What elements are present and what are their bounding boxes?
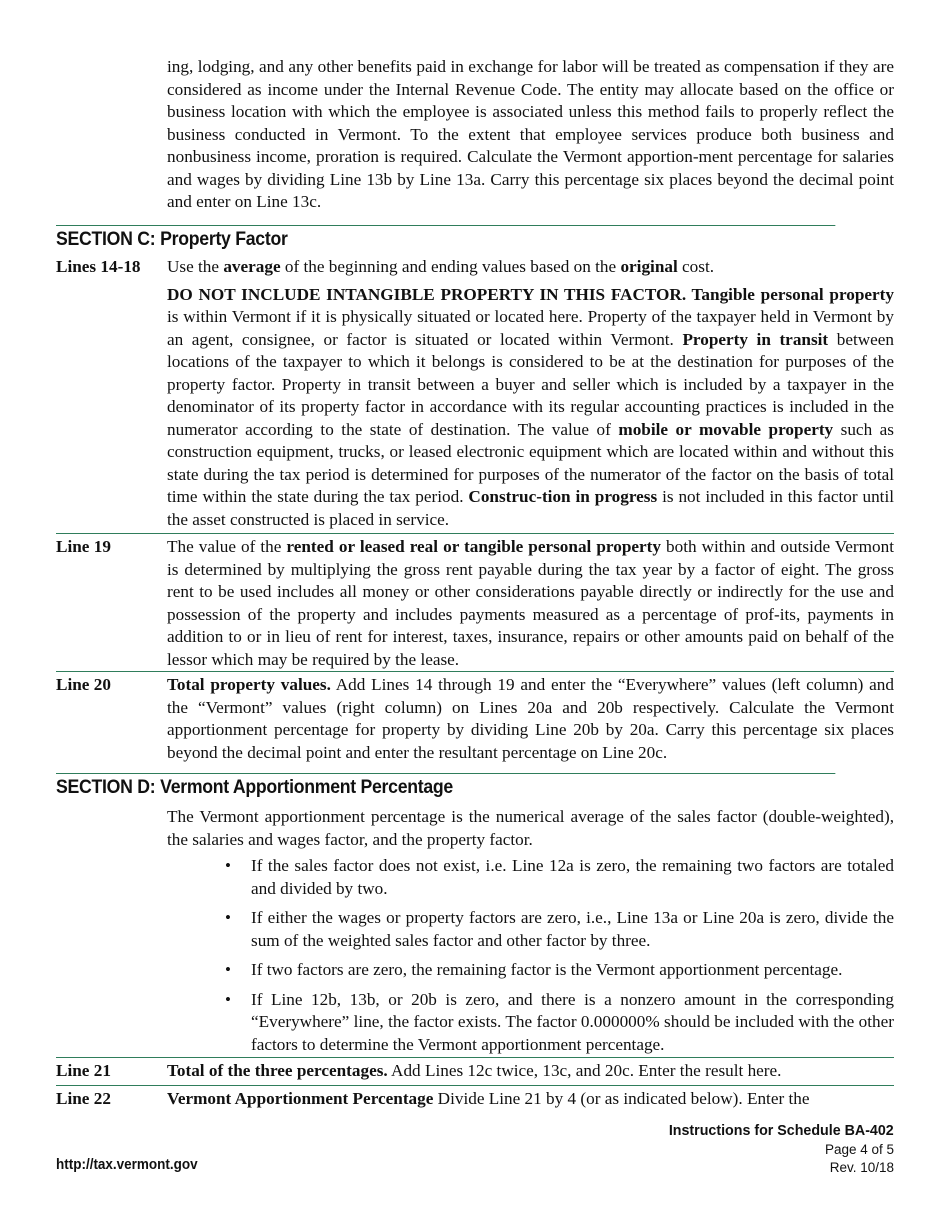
lines-14-18-label: Lines 14-18	[56, 257, 141, 276]
bullet-icon: •	[225, 989, 231, 1009]
lines-14-18-row	[56, 256, 894, 531]
bullet-text: If Line 12b, 13b, or 20b is zero, and there is a nonzero amount in the corresponding “Everywhere” line, the factor exists. The factor 0.000000% should be included with the other factors to determine the Vermont apportionment percentage.	[251, 989, 894, 1054]
intro-paragraph: ing, lodging, and any other benefits paid in exchange for labor will be treated as compensation if they are considered as income under the Internal Revenue Code. The entity may allocate based on the office or business location with which the employee is associated unless this method fails to properly reflect the business conducted in Vermont. To the extent that employee services produce both business and nonbusiness income, proration is required. Calculate the Vermont apportion-ment percentage for salaries and wages by dividing Line 13b by Line 13a. Carry this percentage six places beyond the decimal point and enter on Line 13c.	[167, 57, 894, 211]
bullet-item	[167, 959, 894, 982]
text-segment: between locations of the taxpayer to which it belongs is considered to be at the destination for purposes of the property factor. Property in transit between a buyer and seller which is included by a taxpayer in the denominator of its property factor in accordance with its regular accounting practices is included in the numerator according to the state of destination. The value of	[167, 329, 894, 439]
lines-14-18-text-2	[167, 284, 894, 532]
footer-info	[657, 1121, 894, 1177]
footer-revision: Rev. 10/18	[829, 1160, 894, 1175]
apportionment-bullet-list	[167, 855, 894, 1056]
text-segment: is not included in this factor until the asset constructed is placed in service.	[167, 487, 895, 529]
section-d-heading	[56, 773, 835, 805]
footer-url-link[interactable]: http://tax.vermont.gov	[56, 1157, 198, 1173]
text-segment: mobile or movable property	[618, 419, 834, 439]
bullet-item	[167, 907, 894, 952]
line-19-label: Line 19	[56, 537, 111, 556]
text-segment: The value of the	[167, 537, 287, 556]
text-segment: original	[620, 257, 678, 276]
text-segment: average	[223, 257, 281, 276]
line-20-label: Line 20	[56, 675, 111, 694]
footer-page-number: Page 4 of 5	[824, 1142, 894, 1157]
footer-doc-title: Instructions for Schedule BA-402	[669, 1122, 894, 1139]
line-21-text	[167, 1060, 894, 1083]
line-21-row	[56, 1057, 894, 1083]
section-d-intro: The Vermont apportionment percentage is the numerical average of the sales factor (double-weighted), the salaries and wages factor, and the property factor.	[167, 807, 894, 849]
line-22-label: Line 22	[56, 1089, 111, 1108]
section-d-title: Vermont Apportionment Percentage	[160, 777, 453, 798]
text-segment: such as construction equipment, trucks, or leased electronic equipment which are located within and without this state during the tax period is determined for purposes of the numerator of the factor on the basis of total time within the state during the tax period.	[167, 419, 894, 506]
section-d-body	[56, 806, 894, 1063]
bullet-icon: •	[225, 908, 231, 927]
bullet-item	[167, 989, 894, 1057]
line-20-text	[167, 674, 894, 764]
text-segment: Divide Line 21 by 4 (or as indicated below). Enter the	[433, 1089, 810, 1108]
lines-14-18-text-1	[167, 256, 894, 279]
line-22-text	[167, 1088, 894, 1111]
text-segment: Use the	[167, 257, 224, 276]
line-19-text	[167, 536, 894, 671]
bullet-icon: •	[225, 856, 231, 875]
text-segment: Add Lines 12c twice, 13c, and 20c. Enter the result here.	[387, 1061, 782, 1080]
section-d-label: SECTION D:	[56, 777, 156, 798]
bullet-text: If two factors are zero, the remaining factor is the Vermont apportionment percentage.	[251, 960, 843, 979]
text-segment: both within and outside Vermont is determined by multiplying the gross rent payable during the tax year by a factor of eight. The gross rent to be used includes all money or other considerations payable directly or indirectly for the use and possession of the property and includes payments measured as a percentage of prof-its, payments in addition to or in lieu of rent for interest, taxes, insurance, repairs or other amounts paid on behalf of the lessor which may be required by the lease.	[167, 537, 894, 669]
text-segment: of the beginning and ending values based on the	[280, 257, 621, 276]
text-segment: rented or leased real or tangible personal property	[286, 537, 661, 556]
text-segment: Property in transit	[682, 329, 829, 349]
line-21-label: Line 21	[56, 1061, 111, 1080]
text-segment: Add Lines 14 through 19 and enter the “Everywhere” values (left column) and the “Vermont” values (right column) on Lines 20a and 20b respectively. Calculate the Vermont apportionment percentage for property by dividing Line 20b by 20a. Carry this percentage six places beyond the decimal point and enter the resultant percentage on Line 20c.	[167, 675, 894, 762]
section-c-label: SECTION C:	[56, 229, 156, 250]
text-segment: Construc-tion in progress	[468, 487, 658, 506]
section-c-title: Property Factor	[160, 229, 288, 250]
text-segment: Total property values.	[167, 675, 331, 694]
text-segment: Vermont Apportionment Percentage	[167, 1089, 434, 1108]
bullet-item	[167, 855, 894, 900]
section-c-heading	[56, 225, 835, 257]
line-19-row	[56, 533, 894, 671]
text-segment: DO NOT INCLUDE INTANGIBLE PROPERTY IN THIS FACTOR. Tangible personal property	[167, 284, 894, 304]
line-22-row	[56, 1085, 894, 1111]
bullet-icon: •	[225, 960, 231, 979]
line-20-row	[56, 671, 894, 764]
text-segment: Total of the three percentages.	[167, 1061, 388, 1080]
bullet-text: If either the wages or property factors are zero, i.e., Line 13a or Line 20a is zero, divide the sum of the weighted sales factor and other factor by three.	[251, 908, 894, 950]
text-segment: is within Vermont if it is physically situated or located here. Property of the taxpayer held in Vermont by an agent, consignee, or factor is situated or located within Vermont.	[167, 307, 894, 349]
text-segment: cost.	[677, 257, 715, 276]
bullet-text: If the sales factor does not exist, i.e. Line 12a is zero, the remaining two factors are totaled and divided by two.	[251, 856, 894, 898]
